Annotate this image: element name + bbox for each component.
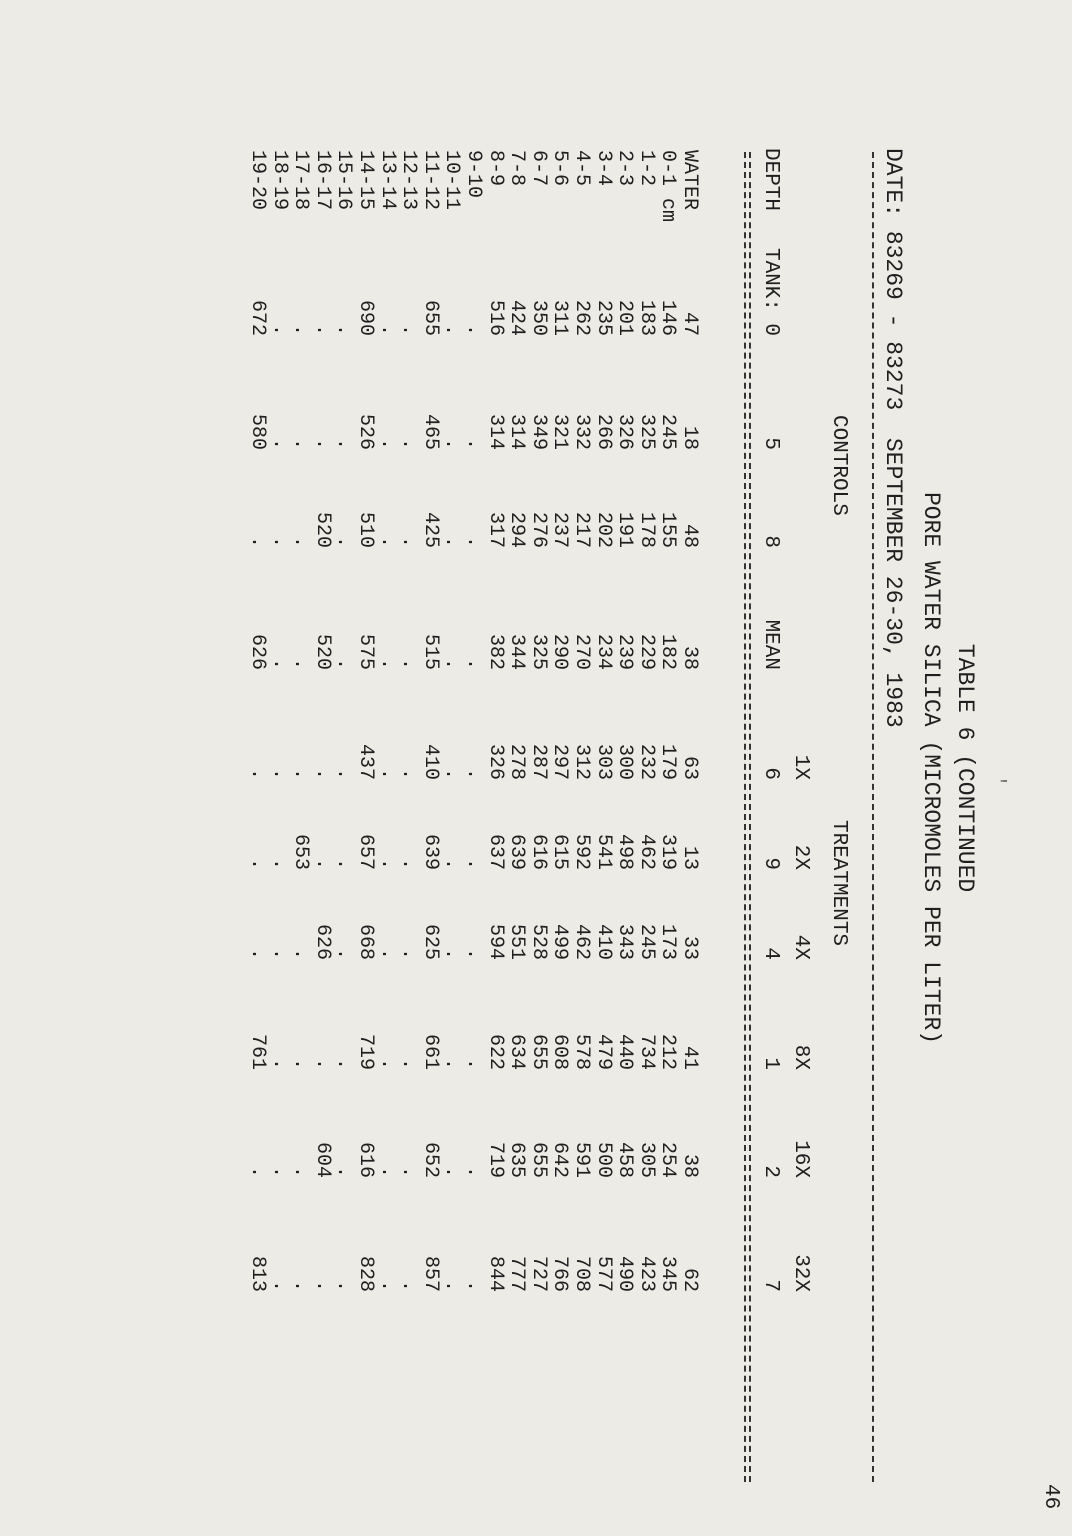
value-cell: 844	[483, 1255, 507, 1292]
value-cell: .	[440, 947, 464, 960]
value-cell: 708	[570, 1255, 593, 1292]
value-cell: 616	[354, 1141, 377, 1178]
value-cell: 761	[246, 1033, 269, 1070]
value-cell: 458	[613, 1141, 637, 1178]
value-cell: .	[246, 767, 269, 780]
value-cell: 245	[656, 413, 680, 450]
value-cell: 639	[505, 833, 529, 870]
value-cell: 217	[570, 511, 593, 548]
value-cell: .	[397, 535, 421, 548]
value-cell: 343	[613, 923, 637, 960]
value-cell: 440	[613, 1033, 637, 1070]
value-cell: 300	[613, 743, 637, 780]
depth-cell: 7-8	[505, 150, 529, 187]
value-cell: 515	[418, 633, 442, 670]
tank-number: 6	[759, 767, 782, 780]
table-row	[571, 0, 593, 1536]
value-cell: .	[267, 767, 291, 780]
value-cell: .	[440, 1057, 464, 1070]
depth-cell: 12-13	[397, 150, 421, 211]
value-cell: 462	[570, 923, 593, 960]
table-title: TABLE 6 (CONTINUED	[952, 643, 978, 893]
value-cell: 146	[656, 299, 680, 336]
value-cell: 38	[678, 645, 701, 670]
value-cell: 48	[678, 523, 701, 548]
treatment-label: 16X	[789, 1140, 812, 1178]
value-cell: .	[397, 1165, 421, 1178]
value-cell: 719	[483, 1141, 507, 1178]
page-number: 46	[1039, 1484, 1062, 1510]
value-cell: 63	[678, 755, 701, 780]
value-cell: 317	[483, 511, 507, 548]
tank-number: 4	[759, 947, 782, 960]
value-cell: .	[375, 657, 399, 670]
controls-group-header: CONTROLS	[827, 415, 850, 516]
value-cell: .	[332, 323, 356, 336]
value-cell: .	[267, 535, 291, 548]
value-cell: .	[440, 1279, 464, 1292]
value-cell: 608	[548, 1033, 572, 1070]
table-row	[398, 0, 420, 1536]
value-cell: .	[310, 437, 334, 450]
value-cell: 637	[483, 833, 507, 870]
value-cell: 727	[526, 1255, 550, 1292]
value-cell: 528	[526, 923, 550, 960]
value-cell: 183	[634, 299, 658, 336]
value-cell: 270	[570, 633, 593, 670]
value-cell: 319	[656, 833, 680, 870]
value-cell: 462	[634, 833, 658, 870]
value-cell: 635	[505, 1141, 529, 1178]
value-cell: .	[267, 323, 291, 336]
depth-header: DEPTH	[759, 148, 782, 212]
table-row	[312, 0, 334, 1536]
value-cell: .	[375, 323, 399, 336]
value-cell: 672	[246, 299, 269, 336]
value-cell: .	[246, 857, 269, 870]
value-cell: 38	[678, 1153, 701, 1178]
value-cell: 232	[634, 743, 658, 780]
value-cell: .	[310, 857, 334, 870]
value-cell: .	[375, 947, 399, 960]
treatment-label: 32X	[789, 1254, 812, 1292]
depth-cell: 11-12	[418, 150, 442, 211]
value-cell: 634	[505, 1033, 529, 1070]
value-cell: 734	[634, 1033, 658, 1070]
value-cell: .	[289, 323, 313, 336]
value-cell: .	[397, 947, 421, 960]
value-cell: 652	[418, 1141, 442, 1178]
value-cell: .	[397, 857, 421, 870]
value-cell: .	[332, 1165, 356, 1178]
treatment-label: 8X	[789, 1044, 812, 1070]
value-cell: .	[310, 323, 334, 336]
tank-number: 1	[759, 1057, 782, 1070]
value-cell: 297	[548, 743, 572, 780]
value-cell: 350	[526, 299, 550, 336]
value-cell: .	[267, 947, 291, 960]
value-cell: .	[462, 323, 485, 336]
value-cell: .	[332, 657, 356, 670]
value-cell: 191	[613, 511, 637, 548]
value-cell: .	[289, 437, 313, 450]
value-cell: 155	[656, 511, 680, 548]
table-row	[679, 0, 701, 1536]
value-cell: .	[462, 437, 485, 450]
value-cell: 287	[526, 743, 550, 780]
depth-cell: 9-10	[462, 150, 485, 199]
depth-cell: 16-17	[310, 150, 334, 211]
value-cell: 424	[505, 299, 529, 336]
depth-cell: 4-5	[570, 150, 593, 187]
table-row	[269, 0, 291, 1536]
table-subtitle: PORE WATER SILICA (MICROMOLES PER LITER)	[918, 491, 944, 1045]
value-cell: .	[375, 1057, 399, 1070]
value-cell: .	[332, 535, 356, 548]
value-cell: 254	[656, 1141, 680, 1178]
value-cell: .	[289, 1279, 313, 1292]
depth-cell: 10-11	[440, 150, 464, 211]
value-cell: 314	[483, 413, 507, 450]
value-cell: .	[440, 857, 464, 870]
value-cell: 425	[418, 511, 442, 548]
value-cell: 314	[505, 413, 529, 450]
value-cell: 345	[656, 1255, 680, 1292]
depth-cell: 3-4	[591, 150, 615, 187]
value-cell: .	[332, 437, 356, 450]
value-cell: 661	[418, 1033, 442, 1070]
value-cell: .	[440, 657, 464, 670]
value-cell: 326	[483, 743, 507, 780]
value-cell: .	[462, 947, 485, 960]
value-cell: 332	[570, 413, 593, 450]
value-cell: .	[375, 857, 399, 870]
value-cell: 626	[246, 633, 269, 670]
value-cell: .	[246, 947, 269, 960]
depth-cell: 6-7	[526, 150, 550, 187]
tank-number: 0	[759, 323, 782, 336]
value-cell: 777	[505, 1255, 529, 1292]
value-cell: .	[267, 1057, 291, 1070]
value-cell: 410	[418, 743, 442, 780]
value-cell: .	[440, 437, 464, 450]
value-cell: .	[375, 437, 399, 450]
value-cell: 616	[526, 833, 550, 870]
value-cell: 551	[505, 923, 529, 960]
value-cell: 326	[613, 413, 637, 450]
table-row	[506, 0, 528, 1536]
tank-number: 5	[759, 437, 782, 450]
value-cell: .	[289, 1165, 313, 1178]
value-cell: 290	[548, 633, 572, 670]
value-cell: 423	[634, 1255, 658, 1292]
value-cell: .	[310, 1279, 334, 1292]
value-cell: 577	[591, 1255, 615, 1292]
depth-cell: 5-6	[548, 150, 572, 187]
value-cell: 235	[591, 299, 615, 336]
value-cell: .	[332, 767, 356, 780]
depth-cell: 17-18	[289, 150, 313, 211]
depth-cell: 19-20	[246, 150, 269, 211]
depth-cell: 13-14	[375, 150, 399, 211]
value-cell: 604	[310, 1141, 334, 1178]
value-cell: .	[289, 947, 313, 960]
table-row	[420, 0, 442, 1536]
value-cell: 18	[678, 425, 701, 450]
value-cell: 668	[354, 923, 377, 960]
value-cell: .	[397, 1057, 421, 1070]
value-cell: .	[462, 657, 485, 670]
table-row	[485, 0, 507, 1536]
value-cell: 498	[613, 833, 637, 870]
value-cell: .	[375, 767, 399, 780]
value-cell: .	[375, 535, 399, 548]
table-row	[528, 0, 550, 1536]
date-line: DATE: 83269 - 83273 SEPTEMBER 26-30, 1983	[880, 148, 906, 728]
value-cell: .	[332, 1057, 356, 1070]
table-row	[614, 0, 636, 1536]
tank-number: MEAN	[759, 619, 782, 670]
value-cell: 344	[505, 633, 529, 670]
table-row	[636, 0, 658, 1536]
tank-number: 2	[759, 1165, 782, 1178]
value-cell: 719	[354, 1033, 377, 1070]
value-cell: .	[289, 767, 313, 780]
value-cell: .	[397, 1279, 421, 1292]
value-cell: 266	[591, 413, 615, 450]
value-cell: .	[462, 1165, 485, 1178]
tank-number: 8	[759, 535, 782, 548]
value-cell: .	[397, 657, 421, 670]
table-row	[549, 0, 571, 1536]
value-cell: 437	[354, 743, 377, 780]
treatments-group-header: TREATMENTS	[827, 820, 850, 947]
value-cell: 276	[526, 511, 550, 548]
value-cell: 655	[526, 1141, 550, 1178]
value-cell: 239	[613, 633, 637, 670]
tank-number: 9	[759, 857, 782, 870]
table-row	[657, 0, 679, 1536]
table-row	[463, 0, 485, 1536]
value-cell: .	[462, 535, 485, 548]
value-cell: .	[267, 857, 291, 870]
value-cell: 234	[591, 633, 615, 670]
depth-cell: 0-1 cm	[656, 150, 680, 223]
value-cell: 33	[678, 935, 701, 960]
value-cell: 625	[418, 923, 442, 960]
table-row	[290, 0, 312, 1536]
value-cell: 465	[418, 413, 442, 450]
value-cell: 325	[634, 413, 658, 450]
value-cell: 229	[634, 633, 658, 670]
table-row	[377, 0, 399, 1536]
value-cell: .	[267, 657, 291, 670]
value-cell: 201	[613, 299, 637, 336]
value-cell: 41	[678, 1045, 701, 1070]
depth-cell: 15-16	[332, 150, 356, 211]
value-cell: 479	[591, 1033, 615, 1070]
value-cell: 615	[548, 833, 572, 870]
value-cell: 262	[570, 299, 593, 336]
value-cell: 237	[548, 511, 572, 548]
table-row	[441, 0, 463, 1536]
value-cell: .	[267, 1279, 291, 1292]
value-cell: 179	[656, 743, 680, 780]
value-cell: 813	[246, 1255, 269, 1292]
value-cell: 690	[354, 299, 377, 336]
value-cell: 580	[246, 413, 269, 450]
value-cell: .	[462, 767, 485, 780]
value-cell: 305	[634, 1141, 658, 1178]
value-cell: 626	[310, 923, 334, 960]
stray-mark: '	[985, 775, 1008, 788]
depth-cell: 8-9	[483, 150, 507, 187]
value-cell: 325	[526, 633, 550, 670]
value-cell: .	[332, 947, 356, 960]
value-cell: 490	[613, 1255, 637, 1292]
table-row	[355, 0, 377, 1536]
value-cell: 828	[354, 1255, 377, 1292]
value-cell: 520	[310, 633, 334, 670]
tank-header: TANK:	[759, 248, 782, 312]
value-cell: .	[440, 1165, 464, 1178]
depth-cell: 2-3	[613, 150, 637, 187]
value-cell: 173	[656, 923, 680, 960]
value-cell: 575	[354, 633, 377, 670]
treatment-label: 1X	[789, 754, 812, 780]
value-cell: 526	[354, 413, 377, 450]
value-cell: .	[375, 1165, 399, 1178]
value-cell: 202	[591, 511, 615, 548]
table-row	[333, 0, 355, 1536]
divider-header-1	[749, 152, 751, 1482]
value-cell: 303	[591, 743, 615, 780]
value-cell: .	[267, 1165, 291, 1178]
value-cell: 382	[483, 633, 507, 670]
value-cell: .	[310, 1057, 334, 1070]
value-cell: 639	[418, 833, 442, 870]
value-cell: 349	[526, 413, 550, 450]
value-cell: 657	[354, 833, 377, 870]
value-cell: .	[246, 1165, 269, 1178]
value-cell: 13	[678, 845, 701, 870]
value-cell: 245	[634, 923, 658, 960]
value-cell: 212	[656, 1033, 680, 1070]
value-cell: .	[440, 767, 464, 780]
value-cell: 653	[289, 833, 313, 870]
tank-number: 7	[759, 1279, 782, 1292]
value-cell: 520	[310, 511, 334, 548]
divider-top	[872, 152, 874, 1482]
value-cell: .	[462, 1057, 485, 1070]
treatment-label: 4X	[789, 934, 812, 960]
value-cell: 655	[526, 1033, 550, 1070]
value-cell: .	[462, 857, 485, 870]
value-cell: .	[375, 1279, 399, 1292]
value-cell: 499	[548, 923, 572, 960]
value-cell: .	[246, 535, 269, 548]
value-cell: 622	[483, 1033, 507, 1070]
depth-cell: 14-15	[354, 150, 377, 211]
value-cell: .	[462, 1279, 485, 1292]
value-cell: .	[289, 1057, 313, 1070]
value-cell: 592	[570, 833, 593, 870]
value-cell: .	[397, 323, 421, 336]
value-cell: 655	[418, 299, 442, 336]
value-cell: 857	[418, 1255, 442, 1292]
value-cell: 510	[354, 511, 377, 548]
value-cell: .	[332, 1279, 356, 1292]
value-cell: 578	[570, 1033, 593, 1070]
value-cell: .	[289, 657, 313, 670]
value-cell: 594	[483, 923, 507, 960]
value-cell: 500	[591, 1141, 615, 1178]
value-cell: 642	[548, 1141, 572, 1178]
value-cell: 541	[591, 833, 615, 870]
value-cell: 294	[505, 511, 529, 548]
value-cell: 410	[591, 923, 615, 960]
value-cell: 591	[570, 1141, 593, 1178]
value-cell: 182	[656, 633, 680, 670]
value-cell: 321	[548, 413, 572, 450]
value-cell: .	[310, 767, 334, 780]
value-cell: 516	[483, 299, 507, 336]
value-cell: 312	[570, 743, 593, 780]
value-cell: .	[440, 535, 464, 548]
value-cell: .	[332, 857, 356, 870]
value-cell: 178	[634, 511, 658, 548]
table-row	[593, 0, 615, 1536]
value-cell: 766	[548, 1255, 572, 1292]
divider-header-2	[744, 152, 746, 1482]
depth-cell: 18-19	[267, 150, 291, 211]
depth-cell: 1-2	[634, 150, 658, 187]
depth-cell: WATER	[678, 150, 701, 211]
value-cell: 47	[678, 311, 701, 336]
value-cell: 62	[678, 1267, 701, 1292]
value-cell: 311	[548, 299, 572, 336]
value-cell: .	[397, 437, 421, 450]
value-cell: .	[397, 767, 421, 780]
value-cell: .	[289, 535, 313, 548]
value-cell: .	[440, 323, 464, 336]
table-row	[247, 0, 269, 1536]
value-cell: 278	[505, 743, 529, 780]
treatment-label: 2X	[789, 844, 812, 870]
value-cell: .	[267, 437, 291, 450]
